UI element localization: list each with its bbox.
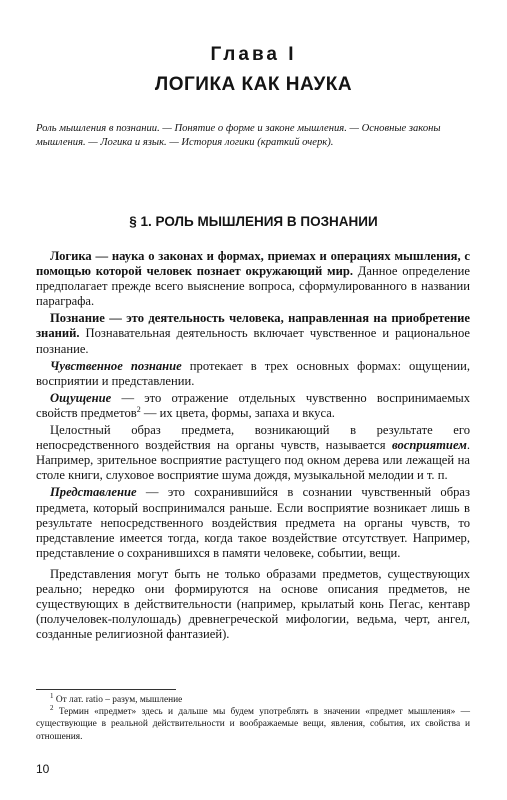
logic-definition: Логика — наука о законах и формах, приемах и операциях мышления, с помощью которой человек познает окружающий мир. [36, 249, 470, 279]
footnote-1 [36, 691, 470, 706]
term-sensory-cognition: Чувственное познание [50, 358, 182, 373]
term-sensation: Ощущение [50, 390, 112, 405]
footnote-number: 1 [50, 691, 54, 700]
footnote-text: От лат. ratio – разум, мышление [53, 695, 183, 705]
footnote-2 [36, 706, 470, 743]
footnote-number: 2 [50, 704, 54, 713]
paragraph-perception [36, 423, 470, 483]
paragraph-cognition [36, 311, 470, 356]
paragraph-text: протекает в трех основных формах: ощущении, восприятии и представлении. [36, 358, 470, 388]
paragraph-text: Познавательная деятельность включает чувственное и рациональное познание. [36, 326, 470, 356]
footnotes [36, 691, 470, 743]
chapter-number: Глава I [210, 44, 297, 65]
chapter-title: ЛОГИКА КАК НАУКА [154, 74, 353, 95]
term-representation: Представление [50, 485, 137, 500]
paragraph-text: . Например, зрительное восприятие растущего под окном дерева или лежащей на столе книги, слуховое восприятие шума дождя, музыкальной мелодии и т. п. [36, 438, 470, 483]
paragraph-text: Данное определение предполагает прежде всего выяснение вопроса, сформулированного в названии параграфа. [36, 264, 470, 309]
cognition-definition: Познание — это деятельность человека, направленная на приобретение знаний. [36, 311, 470, 341]
footnote-ref: 2 [136, 404, 141, 414]
term-perception: восприятием [392, 438, 467, 453]
paragraph-text: — их цвета, формы, запаха и вкуса. [140, 405, 335, 420]
paragraph-text: — это отражение отдельных чувственно воспринимаемых свойств предметов [36, 390, 470, 420]
footnote-text: Термин «предмет» здесь и дальше мы будем употреблять в значении «предмет мышления» — существующие в реальной действительности и воображаемые вещи, явления, события, их свойства и отношения. [36, 707, 470, 742]
paragraph-sensory-cognition [36, 359, 470, 389]
section-title: § 1. РОЛЬ МЫШЛЕНИЯ В ПОЗНАНИИ [129, 214, 378, 229]
paragraph-logic-definition [36, 249, 470, 309]
paragraph-imagined-objects: Представления могут быть не только образами предметов, существующих реально; нередко они формируются на основе описания предметов, не существующих в действительности (например, крылатый конь Пегас, кентавр (получеловек-полулошадь) древнегреческой мифологии, ведьма, черт, ангел, созданные религиозной фантазией). [36, 566, 470, 642]
page-number: 10 [36, 762, 50, 776]
paragraph-text: — это сохранившийся в сознании чувственный образ предмета, который воспринимался раньше. Если восприятие возникает лишь в результате непосредственного воздействия предмета на органы чувств, то представление имеется тогда, когда такое воздействие отсутствует. Например, представление о сохранившихся в памяти человеке, событии, вещи. [36, 485, 470, 560]
body-text [36, 249, 470, 644]
paragraph-representation [36, 485, 470, 560]
paragraph-text: Целостный образ предмета, возникающий в результате его непосредственного воздействия на органы чувств, называется [36, 423, 470, 453]
paragraph-sensation [36, 391, 470, 421]
footnote-divider [36, 689, 176, 690]
chapter-abstract: Роль мышления в познании. — Понятие о форме и законе мышления. — Основные законы мышления. — Логика и язык. — История логики (краткий очерк). [36, 123, 441, 148]
